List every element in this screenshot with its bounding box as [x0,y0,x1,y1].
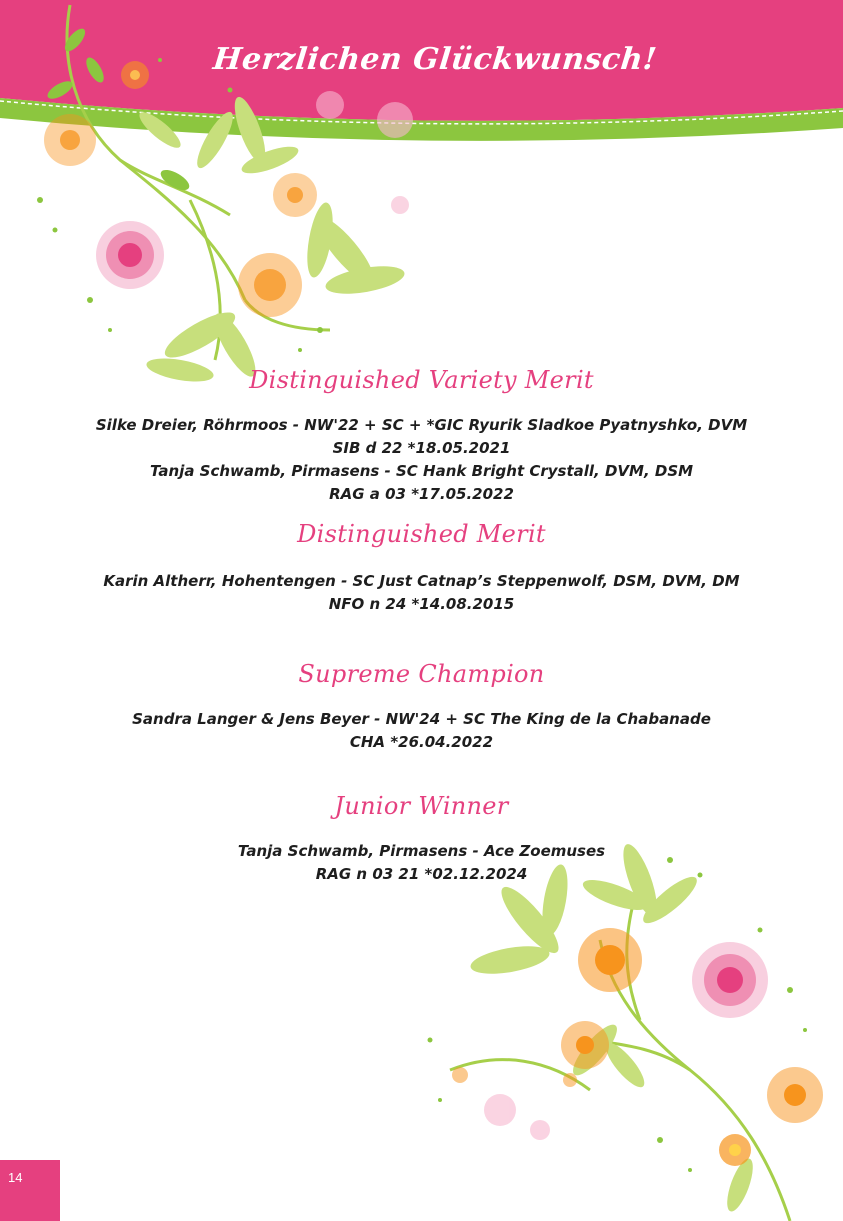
section-distinguished-merit [60,520,783,616]
entry-line: RAG a 03 *17.05.2022 [329,485,514,503]
entry-line: Sandra Langer & Jens Beyer - NW'24 + SC The King de la Chabanade [132,710,711,728]
page-number-box [0,1160,60,1221]
page-number: 14 [8,1170,23,1185]
entry-line: Karin Altherr, Hohentengen - SC Just Catnap’s Steppenwolf, DSM, DVM, DM [103,572,740,590]
section-junior-winner [60,792,783,886]
section-heading: Distinguished Merit [297,520,546,548]
entry-line: Tanja Schwamb, Pirmasens - SC Hank Bright Crystall, DVM, DSM [149,462,694,480]
entry-line: Tanja Schwamb, Pirmasens - Ace Zoemuses [237,842,606,860]
entry-line: RAG n 03 21 *02.12.2024 [315,865,528,883]
section-supreme-champion [60,660,783,754]
page-title: Herzlichen Glückwunsch! [211,42,659,77]
entry-line: CHA *26.04.2022 [349,733,494,751]
floral-decoration-bottom [410,840,843,1221]
section-distinguished-variety-merit [60,366,783,506]
floral-decoration-top [0,0,480,420]
entry-line: NFO n 24 *14.08.2015 [328,595,515,613]
entry-line: SIB d 22 *18.05.2021 [332,439,511,457]
section-heading: Supreme Champion [298,660,545,688]
section-heading: Junior Winner [334,792,509,820]
section-heading: Distinguished Variety Merit [249,366,594,394]
entry-line: Silke Dreier, Röhrmoos - NW'22 + SC + *GIC Ryurik Sladkoe Pyatnyshko, DVM [95,416,748,434]
